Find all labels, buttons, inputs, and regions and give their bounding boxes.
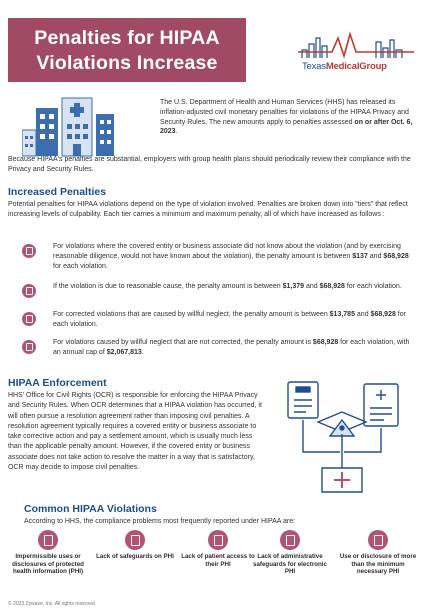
common-violations-heading: Common HIPAA Violations: [24, 503, 157, 515]
violation-item: [8, 530, 88, 576]
texas-medical-group-logo: [296, 30, 416, 78]
violation-label: Lack of safeguards on PHI: [96, 553, 174, 560]
increased-penalties-heading: Increased Penalties: [8, 186, 107, 198]
enforcement-illustration-icon: [282, 376, 412, 498]
violation-label: Lack of administrative safeguards for electronic PHI: [253, 553, 327, 576]
tier-text: For violations where the covered entity or business associate did not know about the violation (and by exercising reasonable diligence, would not have known about the violation), the penalty amount is between $137 and $68,928 for each violation.: [53, 243, 409, 270]
document-icon: [368, 530, 388, 550]
logo-wordmark: TexasMedicalGroup: [302, 61, 387, 72]
document-icon: [22, 312, 36, 326]
effective-date: on or after Oct. 6, 2023: [160, 118, 413, 136]
document-icon: [38, 530, 58, 550]
violation-label: Impermissible uses or disclosures of protected health information (PHI): [12, 553, 84, 576]
violation-item: [338, 530, 418, 576]
violation-item: [250, 530, 330, 576]
copyright-footer: © 2023 Zywave, Inc. All rights reserved.: [8, 601, 97, 607]
violation-item: [95, 530, 175, 561]
tier-text: For corrected violations that are caused by willful neglect, the penalty amount is between $13,785 and $68,928 for each violation.: [53, 311, 406, 328]
page-title-line-2: Violations Increase: [36, 52, 218, 74]
document-icon: [208, 530, 228, 550]
document-icon: [22, 284, 36, 298]
violation-item: [178, 530, 258, 568]
violation-label: Lack of patient access to their PHI: [181, 553, 255, 568]
intro-paragraph: The U.S. Department of Health and Human Services (HHS) has released its inflation-adjusted civil monetary penalties for violations of the HIPAA Privacy and Security Rules. The new amounts apply to penalties assessed on or after Oct. 6, 2023.: [160, 99, 413, 136]
increased-penalties-intro: Potential penalties for HIPAA violations depend on the type of violation involved. Penalties are broken down into “tiers” that reflect increasing levels of culpability. Each tier carries a minimum and maximum penalty, all of which have increased as follows :: [8, 201, 408, 218]
violation-label: Use or disclosure of more than the minimum necessary PHI: [339, 553, 417, 576]
hipaa-enforcement-heading: HIPAA Enforcement: [8, 377, 107, 389]
title-banner: [8, 18, 246, 82]
hipaa-enforcement-paragraph: HHS' Office for Civil Rights (OCR) is responsible for enforcing the HIPAA Privacy and Security Rules. When OCR determines that a HIPAA violation has occurred, it will often pursue a resolution agreement rather than imposing civil penalties. A resolution agreement typically requires a covered entity or business associate to take corrective action and pay a settlement amount, which is usually much less than the applicable penalty amount. However, if the covered entity or business associate does not take action to resolve the matter in a way that is satisfactory, OCR may decide to impose civil penalties.: [8, 392, 262, 472]
tier-text: For violations caused by willful neglect that are not corrected, the penalty amount is $68,928 for each violation, with an annual cap of $2,067,813.: [53, 339, 410, 356]
document-icon: [22, 244, 36, 258]
tier-text: If the violation is due to reasonable cause, the penalty amount is between $1,379 and $68,928 for each violation.: [53, 283, 402, 290]
review-paragraph: Because HIPAA's penalties are substantial, employers with group health plans should periodically review their compliance with the Privacy and Security Rules.: [8, 156, 411, 173]
heartbeat-skyline-icon: [296, 30, 416, 60]
document-icon: [280, 530, 300, 550]
hospital-building-icon: [22, 94, 122, 158]
common-violations-intro: According to HHS, the compliance problems most frequently reported under HIPAA are:: [24, 518, 296, 525]
document-icon: [125, 530, 145, 550]
document-icon: [22, 340, 36, 354]
page-title-line-1: Penalties for HIPAA: [34, 27, 220, 49]
